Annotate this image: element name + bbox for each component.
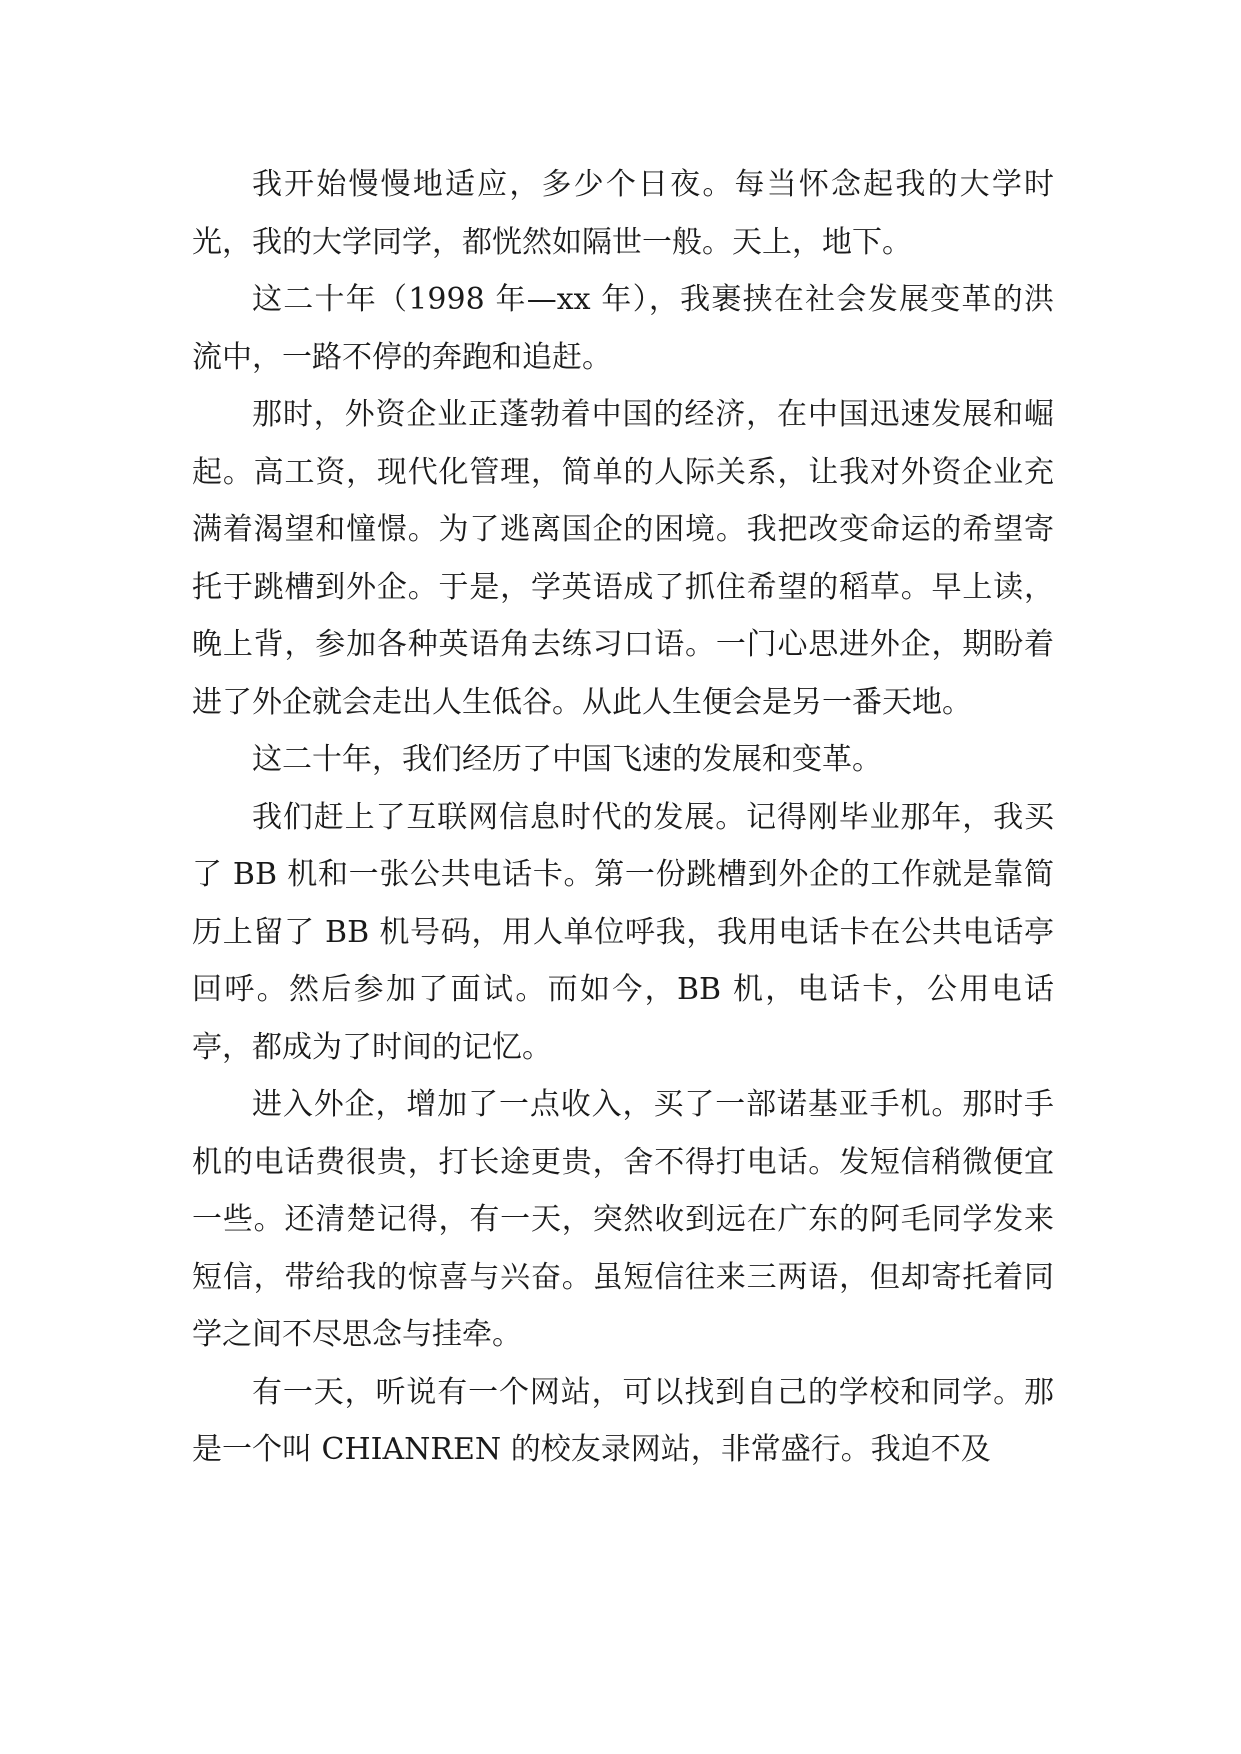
document-page — [192, 156, 1054, 1479]
paragraph-7: 有一天，听说有一个网站，可以找到自己的学校和同学。那是一个叫 CHIANREN 的校友录网站，非常盛行。我迫不及 — [192, 1374, 1054, 1467]
paragraph-6: 进入外企，增加了一点收入，买了一部诺基亚手机。那时手机的电话费很贵，打长途更贵，舍不得打电话。发短信稍微便宜一些。还清楚记得，有一天，突然收到远在广东的阿毛同学发来短信，带给我的惊喜与兴奋。虽短信往来三两语，但却寄托着同学之间不尽思念与挂牵。 — [192, 1087, 1054, 1352]
paragraph-1: 我开始慢慢地适应，多少个日夜。每当怀念起我的大学时光，我的大学同学，都恍然如隔世一般。天上，地下。 — [192, 167, 1054, 260]
paragraph-5: 我们赶上了互联网信息时代的发展。记得刚毕业那年，我买了 BB 机和一张公共电话卡。第一份跳槽到外企的工作就是靠简历上留了 BB 机号码，用人单位呼我，我用电话卡在公共电话亭回呼。然后参加了面试。而如今，BB 机，电话卡，公用电话亭，都成为了时间的记忆。 — [192, 799, 1054, 1065]
paragraph-3: 那时，外资企业正蓬勃着中国的经济，在中国迅速发展和崛起。高工资，现代化管理，简单的人际关系，让我对外资企业充满着渴望和憧憬。为了逃离国企的困境。我把改变命运的希望寄托于跳槽到外企。于是，学英语成了抓住希望的稻草。早上读，晚上背，参加各种英语角去练习口语。一门心思进外企，期盼着进了外企就会走出人生低谷。从此人生便会是另一番天地。 — [192, 397, 1054, 720]
paragraph-2: 这二十年（1998 年—xx 年），我裹挟在社会发展变革的洪流中，一路不停的奔跑和追赶。 — [192, 282, 1054, 375]
paragraph-4: 这二十年，我们经历了中国飞速的发展和变革。 — [252, 742, 882, 777]
